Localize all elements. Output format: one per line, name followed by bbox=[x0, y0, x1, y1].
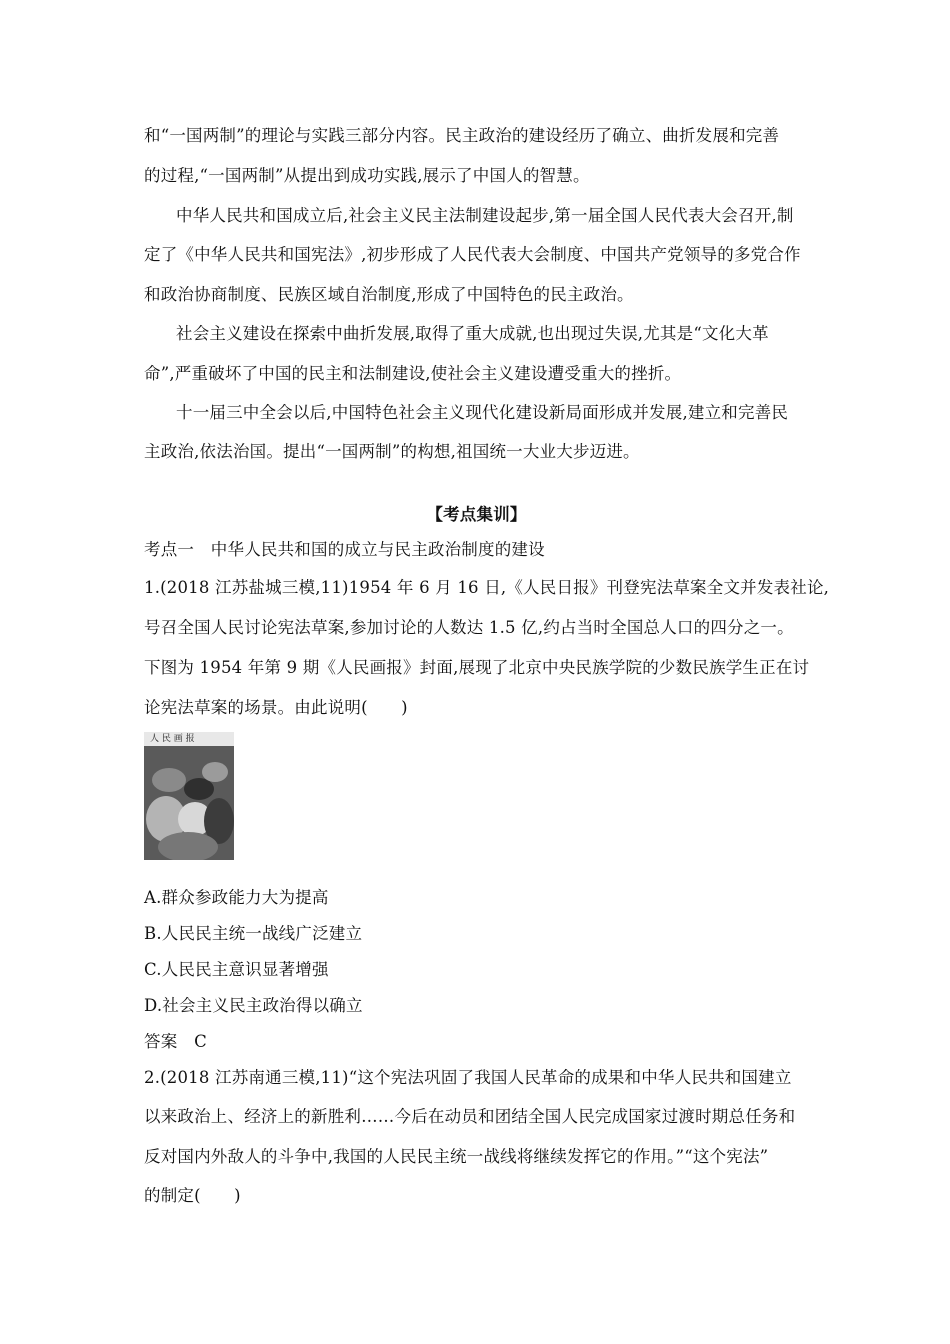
question-2-line: 反对国内外敌人的斗争中,我国的人民民主统一战线将继续发挥它的作用。”“这个宪法” bbox=[144, 1147, 769, 1166]
option-b: B.人民民主统一战线广泛建立 bbox=[144, 924, 363, 943]
question-2-line: 的制定( ) bbox=[144, 1186, 241, 1205]
option-c: C.人民民主意识显著增强 bbox=[144, 960, 329, 979]
answer-text: 答案 C bbox=[144, 1032, 207, 1051]
magazine-cover-image bbox=[144, 732, 234, 860]
photo-table bbox=[158, 832, 218, 860]
topic-heading: 考点一 中华人民共和国的成立与民主政治制度的建设 bbox=[144, 540, 545, 559]
paragraph-line: 的过程,“一国两制”从提出到成功实践,展示了中国人的智慧。 bbox=[144, 166, 590, 185]
paragraph-line: 和政治协商制度、民族区域自治制度,形成了中国特色的民主政治。 bbox=[144, 285, 634, 304]
question-1-line: 论宪法草案的场景。由此说明( ) bbox=[144, 698, 408, 717]
option-d: D.社会主义民主政治得以确立 bbox=[144, 996, 363, 1015]
question-2-line: 2.(2018 江苏南通三模,11)“这个宪法巩固了我国人民革命的成果和中华人民共和国建立 bbox=[144, 1068, 792, 1087]
paragraph-line: 社会主义建设在探索中曲折发展,取得了重大成就,也出现过失误,尤其是“文化大革 bbox=[176, 324, 769, 343]
photo-figure bbox=[202, 762, 228, 782]
magazine-masthead-band bbox=[144, 732, 234, 746]
option-a: A.群众参政能力大为提高 bbox=[144, 888, 329, 907]
paragraph-line: 中华人民共和国成立后,社会主义民主法制建设起步,第一届全国人民代表大会召开,制 bbox=[176, 206, 794, 225]
question-2-line: 以来政治上、经济上的新胜利……今后在动员和团结全国人民完成国家过渡时期总任务和 bbox=[144, 1107, 796, 1126]
paragraph-line: 定了《中华人民共和国宪法》,初步形成了人民代表大会制度、中国共产党领导的多党合作 bbox=[144, 245, 801, 264]
paragraph-line: 主政治,依法治国。提出“一国两制”的构想,祖国统一大业大步迈进。 bbox=[144, 442, 640, 461]
magazine-masthead: 人 民 画 报 bbox=[150, 734, 195, 744]
paragraph-line: 和“一国两制”的理论与实践三部分内容。民主政治的建设经历了确立、曲折发展和完善 bbox=[144, 126, 780, 145]
photo-figure bbox=[152, 768, 186, 792]
question-1-line: 号召全国人民讨论宪法草案,参加讨论的人数达 1.5 亿,约占当时全国总人口的四分之一。 bbox=[144, 618, 794, 637]
section-heading: 【考点集训】 bbox=[426, 505, 527, 524]
question-1-line: 下图为 1954 年第 9 期《人民画报》封面,展现了北京中央民族学院的少数民族学生正在讨 bbox=[144, 658, 810, 677]
paragraph-line: 十一届三中全会以后,中国特色社会主义现代化建设新局面形成并发展,建立和完善民 bbox=[176, 403, 789, 422]
question-1-line: 1.(2018 江苏盐城三模,11)1954 年 6 月 16 日,《人民日报》刊登宪法草案全文并发表社论, bbox=[144, 578, 830, 597]
paragraph-line: 命”,严重破坏了中国的民主和法制建设,使社会主义建设遭受重大的挫折。 bbox=[144, 364, 682, 383]
